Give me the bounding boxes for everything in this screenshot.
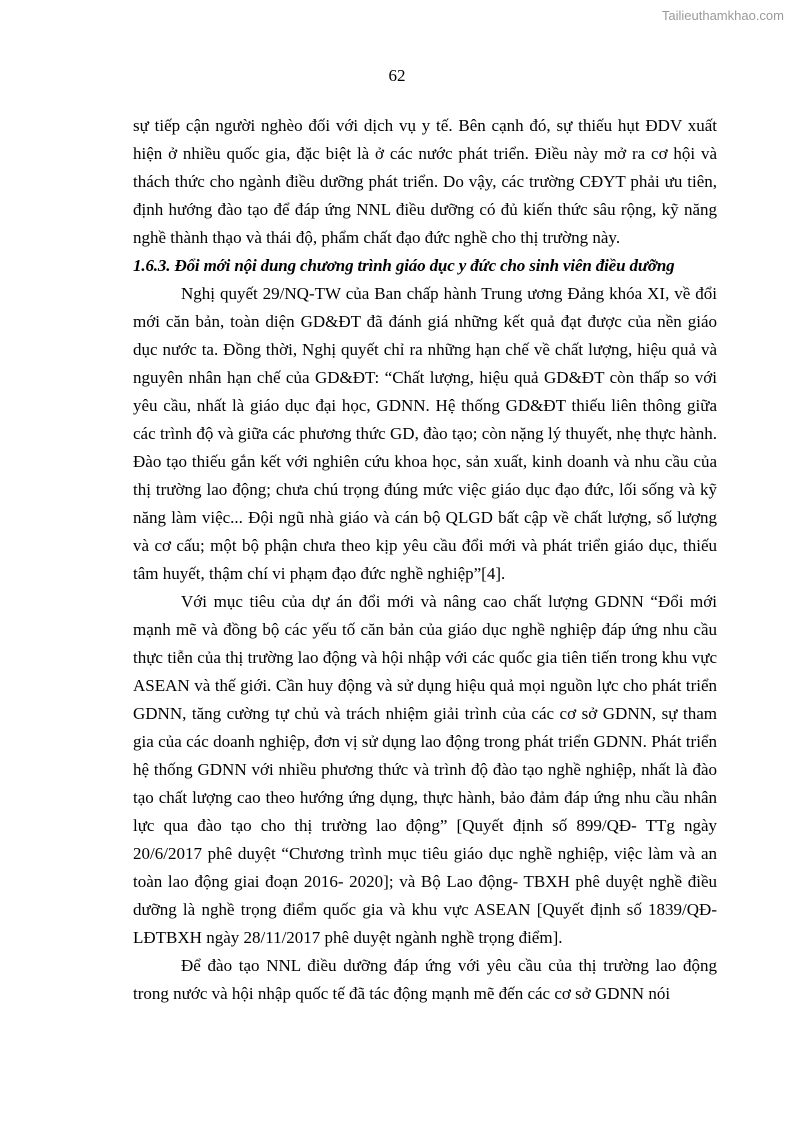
paragraph-1: sự tiếp cận người nghèo đối với dịch vụ y tế. Bên cạnh đó, sự thiếu hụt ĐDV xuất hiện ở nhiều quốc gia, đặc biệt là ở các nước phát triển. Điều này mở ra cơ hội và thách thức cho ngành điều dưỡng phát triển. Do vậy, các trường CĐYT phải ưu tiên, định hướng đào tạo để đáp ứng NNL điều dưỡng có đủ kiến thức sâu rộng, kỹ năng nghề thành thạo và thái độ, phẩm chất đạo đức nghề cho thị trường này. [133,116,717,247]
paragraph-3: Với mục tiêu của dự án đổi mới và nâng cao chất lượng GDNN “Đổi mới mạnh mẽ và đồng bộ các yếu tố căn bản của giáo dục nghề nghiệp đáp ứng nhu cầu thực tiễn của thị trường lao động và hội nhập với các quốc gia tiên tiến trong khu vực ASEAN và thế giới. Cần huy động và sử dụng hiệu quả mọi nguồn lực cho phát triển GDNN, tăng cường tự chủ và trách nhiệm giải trình của các cơ sở GDNN, sự tham gia của các doanh nghiệp, đơn vị sử dụng lao động trong phát triển GDNN. Phát triển hệ thống GDNN với nhiều phương thức và trình độ đào tạo nghề nghiệp, nhất là đào tạo chất lượng cao theo hướng ứng dụng, thực hành, bảo đảm đáp ứng nhu cầu nhân lực qua đào tạo cho thị trường lao động” [Quyết định số 899/QĐ- TTg ngày 20/6/2017 phê duyệt “Chương trình mục tiêu giáo dục nghề nghiệp, việc làm và an toàn lao động giai đoạn 2016- 2020]; và Bộ Lao động- TBXH phê duyệt nghề điều dưỡng là nghề trọng điểm quốc gia và khu vực ASEAN [Quyết định số 1839/QĐ-LĐTBXH ngày 28/11/2017 phê duyệt ngành nghề trọng điểm]. [133,592,717,947]
document-body [133,112,717,1008]
paragraph-4: Để đào tạo NNL điều dưỡng đáp ứng với yêu cầu của thị trường lao động trong nước và hội nhập quốc tế đã tác động mạnh mẽ đến các cơ sở GDNN nói [133,956,717,1003]
paragraph-2: Nghị quyết 29/NQ-TW của Ban chấp hành Trung ương Đảng khóa XI, về đổi mới căn bản, toàn diện GD&ĐT đã đánh giá những kết quả đạt được của nền giáo dục nước ta. Đồng thời, Nghị quyết chỉ ra những hạn chế về chất lượng, hiệu quả và nguyên nhân hạn chế của GD&ĐT: “Chất lượng, hiệu quả GD&ĐT còn thấp so với yêu cầu, nhất là giáo dục đại học, GDNN. Hệ thống GD&ĐT thiếu liên thông giữa các trình độ và giữa các phương thức GD, đào tạo; còn nặng lý thuyết, nhẹ thực hành. Đào tạo thiếu gắn kết với nghiên cứu khoa học, sản xuất, kinh doanh và nhu cầu của thị trường lao động; chưa chú trọng đúng mức việc giáo dục đạo đức, lối sống và kỹ năng làm việc... Đội ngũ nhà giáo và cán bộ QLGD bất cập về chất lượng, số lượng và cơ cấu; một bộ phận chưa theo kịp yêu cầu đổi mới và phát triển giáo dục, thiếu tâm huyết, thậm chí vi phạm đạo đức nghề nghiệp”[4]. [133,284,717,583]
section-heading: 1.6.3. Đổi mới nội dung chương trình giáo dục y đức cho sinh viên điều dưỡng [133,256,675,275]
page-number: 62 [388,66,406,85]
watermark-text: Tailieuthamkhao.com [661,8,784,23]
